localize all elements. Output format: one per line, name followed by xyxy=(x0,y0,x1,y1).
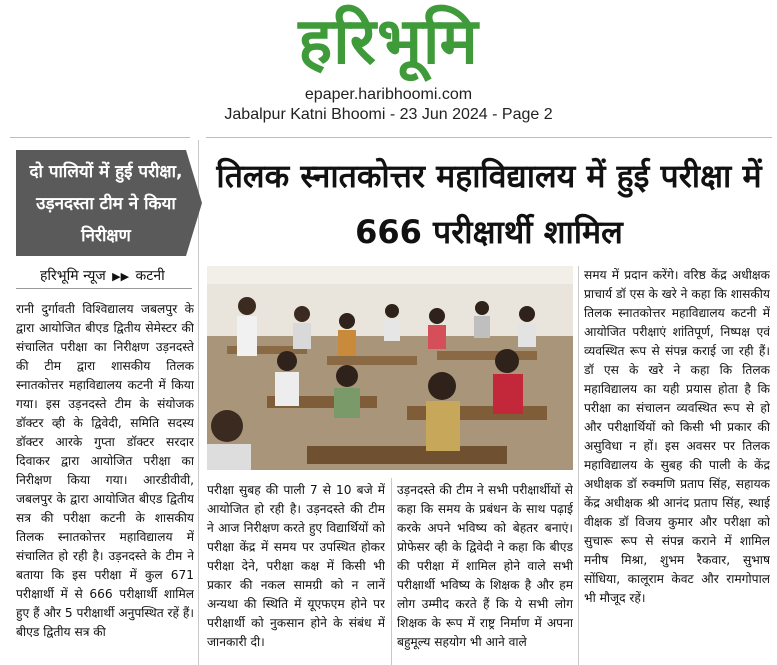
article-column-1 xyxy=(16,300,194,662)
article-kicker: दो पालियों में हुई परीक्षा, उड़नदस्ता टीम ने किया निरीक्षण xyxy=(29,162,183,246)
column-divider xyxy=(391,478,392,665)
byline-place: कटनी xyxy=(135,268,165,284)
masthead xyxy=(0,0,777,135)
article-headline: तिलक स्नातकोत्तर महाविद्यालय में हुई परीक्षा में 666 परीक्षार्थी शामिल xyxy=(216,157,762,251)
exam-hall-photo xyxy=(207,266,573,470)
top-divider-right xyxy=(206,137,772,138)
double-arrow-icon: ▶▶ xyxy=(112,270,130,283)
paragraph: समय में प्रदान करेंगे। वरिष्ठ केंद्र अधीक्षक प्राचार्य डॉ एस के खरे ने कहा कि शासकीय तिलक स्नातकोत्तर महाविद्यालय कटनी में आयोजित परीक्षाएं शांतिपूर्ण, निष्पक्ष एवं व्यवस्थित रूप से संपन्न कराई जा रही हैं। डॉ एस के खरे ने कहा कि तिलक महाविद्यालय का यही प्रयास होता है कि परीक्षा का संचालन व्यवस्थित रूप से हो और परीक्षार्थियों को किसी भी प्रकार की असुविधा न हों। इस अवसर पर तिलक महाविद्यालय के सुबह की पाली के केंद्र अधीक्षक डॉ रुक्मणि प्रताप सिंह, सहायक केंद्र अधीक्षक श्री आनंद प्रताप सिंह, स्थाई वीक्षक डॉ विजय कुमार और परीक्षा को सुचारू रूप से संपन्न कराने में शामिल मनीष मिश्रा, शुभम रैकवार, सुभाष सोंधिया, कालूराम केवट और रामगोपाल भी मौजूद रहें। xyxy=(584,268,770,605)
byline-source: हरिभूमि न्यूज xyxy=(40,268,106,284)
epaper-url[interactable]: epaper.haribhoomi.com xyxy=(304,86,473,103)
edition-line: Jabalpur Katni Bhoomi - 23 Jun 2024 - Page 2 xyxy=(224,106,553,123)
article-column-4 xyxy=(584,266,770,662)
paragraph: उड़नदस्ते की टीम ने सभी परीक्षार्थीयों से कहा कि समय के प्रबंधन के साथ पढ़ाई करके अपने भविष्य को बेहतर बनाएं। प्रोफेसर व्ही के द्विवेदी ने कहा कि बीएड की परीक्षा में शामिल होने वाले सभी परीक्षार्थी भविष्य के शिक्षक है और हम लोग उम्मीद करते हैं कि ये सभी लोग शिक्षक के रूप में राष्ट्र निर्माण में अपना बहुमूल्य सहयोग भी आने वाले xyxy=(397,483,573,649)
byline-underline xyxy=(16,288,192,289)
newspaper-logo: हरिभूमि xyxy=(298,5,479,79)
paragraph: परीक्षा सुबह की पाली 7 से 10 बजे में आयोजित हो रही है। उड़नदस्ते की टीम ने आज निरीक्षण करते हुए विद्यार्थियों को परीक्षा केंद्र में समय पर उपस्थित होकर परीक्षा देने, परीक्षा कक्ष में किसी भी प्रकार की नकल सामग्री को न लानें अन्यथा की स्थिति में यूएफएम होने पर परीक्षार्थी को नुकसान होने के संबंध में जानकारी दी। xyxy=(207,483,385,649)
column-divider xyxy=(578,266,579,665)
article-column-3 xyxy=(397,481,573,661)
paragraph: रानी दुर्गावती विश्विद्यालय जबलपुर के द्वारा आयोजित बीएड द्वितीय सेमेस्टर की संचालित परीक्षा का निरीक्षण उड़नदस्ते की टीम द्वारा शासकीय तिलक स्नातकोत्तर महाविद्यालय कटनी में किया गया। इस उड़नदस्ते टीम के संयोजक डॉक्टर व्ही के द्विवेदी, समिति सदस्य डॉक्टर आरके गुप्ता डॉक्टर सरदार दिवाकर द्वारा आयोजित परीक्षा का निरीक्षण किया गया। आरडीवीवी, जबलपुर के द्वारा आयोजित बीएड द्वितीय सत्र की परीक्षा कटनी के शासकीय तिलक स्नातकोत्तर महाविद्यालय में संचालित हो रही है। उड़नदस्ते के टीम ने बताया कि इस परीक्षा में कुल 671 परीक्षार्थी में से 666 परीक्षार्थी शामिल हुए हैं और 5 परीक्षार्थी अनुपस्थित रहें हैं। बीएड द्वितीय सत्र की xyxy=(16,302,194,639)
top-divider-left xyxy=(10,137,190,138)
article-column-2 xyxy=(207,481,385,661)
byline xyxy=(40,266,165,285)
